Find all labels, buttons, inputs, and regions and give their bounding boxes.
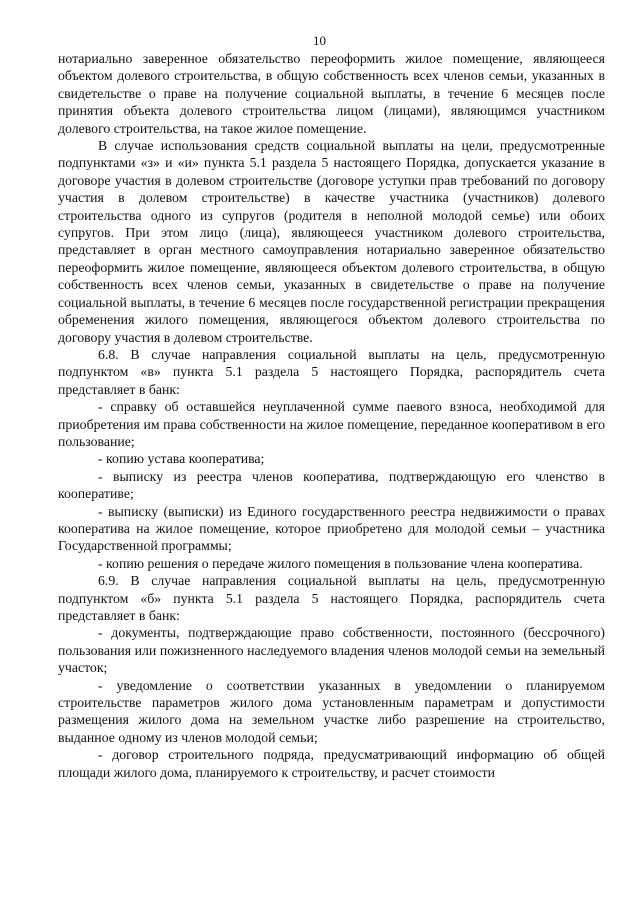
document-body xyxy=(58,50,605,781)
paragraph: 6.8. В случае направления социальной выплаты на цель, предусмотренную подпунктом «в» пункта 5.1 раздела 5 настоящего Порядка, распорядитель счета представляет в банк: xyxy=(58,346,605,397)
list-item: - уведомление о соответствии указанных в уведомлении о планируемом строительстве параметров жилого дома установленным параметрам и допустимости размещения жилого дома на земельном участке либо разрешение на строительство, выданное одному из членов молодой семьи; xyxy=(58,677,605,745)
paragraph: В случае использования средств социальной выплаты на цели, предусмотренные подпунктами «з» и «и» пункта 5.1 раздела 5 настоящего Порядка, допускается указание в договоре участия в долевом строительстве (договоре уступки прав требований по договору участия в долевом строительстве) в качестве участника (участников) долевого строительства одного из супругов (родителя в неполной молодой семье) или обоих супругов. При этом лицо (лица), являющееся участником долевого строительства, представляет в орган местного самоуправления нотариально заверенное обязательство переоформить жилое помещение, являющееся объектом долевого строительства, в общую собственность всех членов семьи, указанных в свидетельстве о праве на получение социальной выплаты, в течение 6 месяцев после государственной регистрации прекращения обременения жилого помещения, являющегося объектом долевого строительства по договору участия в долевом строительстве. xyxy=(58,138,605,345)
list-item: - документы, подтверждающие право собственности, постоянного (бессрочного) пользования или пожизненного наследуемого владения членов молодой семьи на земельный участок; xyxy=(58,625,605,676)
list-item: - выписку из реестра членов кооператива, подтверждающую его членство в кооперативе; xyxy=(58,468,605,502)
list-item: - справку об оставшейся неуплаченной сумме паевого взноса, необходимой для приобретения им права собственности на жилое помещение, переданное кооперативом в его пользование; xyxy=(58,399,605,449)
list-item: - договор строительного подряда, предусматривающий информацию об общей площади жилого дома, планируемого к строительству, и расчет стоимости xyxy=(58,747,605,780)
list-item: - копию устава кооператива; xyxy=(98,451,265,467)
paragraph: 6.9. В случае направления социальной выплаты на цель, предусмотренную подпунктом «б» пункта 5.1 раздела 5 настоящего Порядка, распорядитель счета представляет в банк: xyxy=(58,573,605,623)
page-number: 10 xyxy=(313,33,326,48)
list-item: - выписку (выписки) из Единого государственного реестра недвижимости о правах кооператива на жилое помещение, которое приобретено для молодой семьи – участника Государственной программы; xyxy=(58,503,605,554)
list-item: - копию решения о передаче жилого помещения в пользование члена кооператива. xyxy=(98,555,583,571)
paragraph: нотариально заверенное обязательство переоформить жилое помещение, являющееся объектом долевого строительства, в общую собственность всех членов семьи, указанных в свидетельстве о праве на получение социальной выплаты, в течение 6 месяцев после принятия объекта долевого строительства лицом (лицами), являющимся участником долевого строительства, на такое жилое помещение. xyxy=(58,51,605,136)
